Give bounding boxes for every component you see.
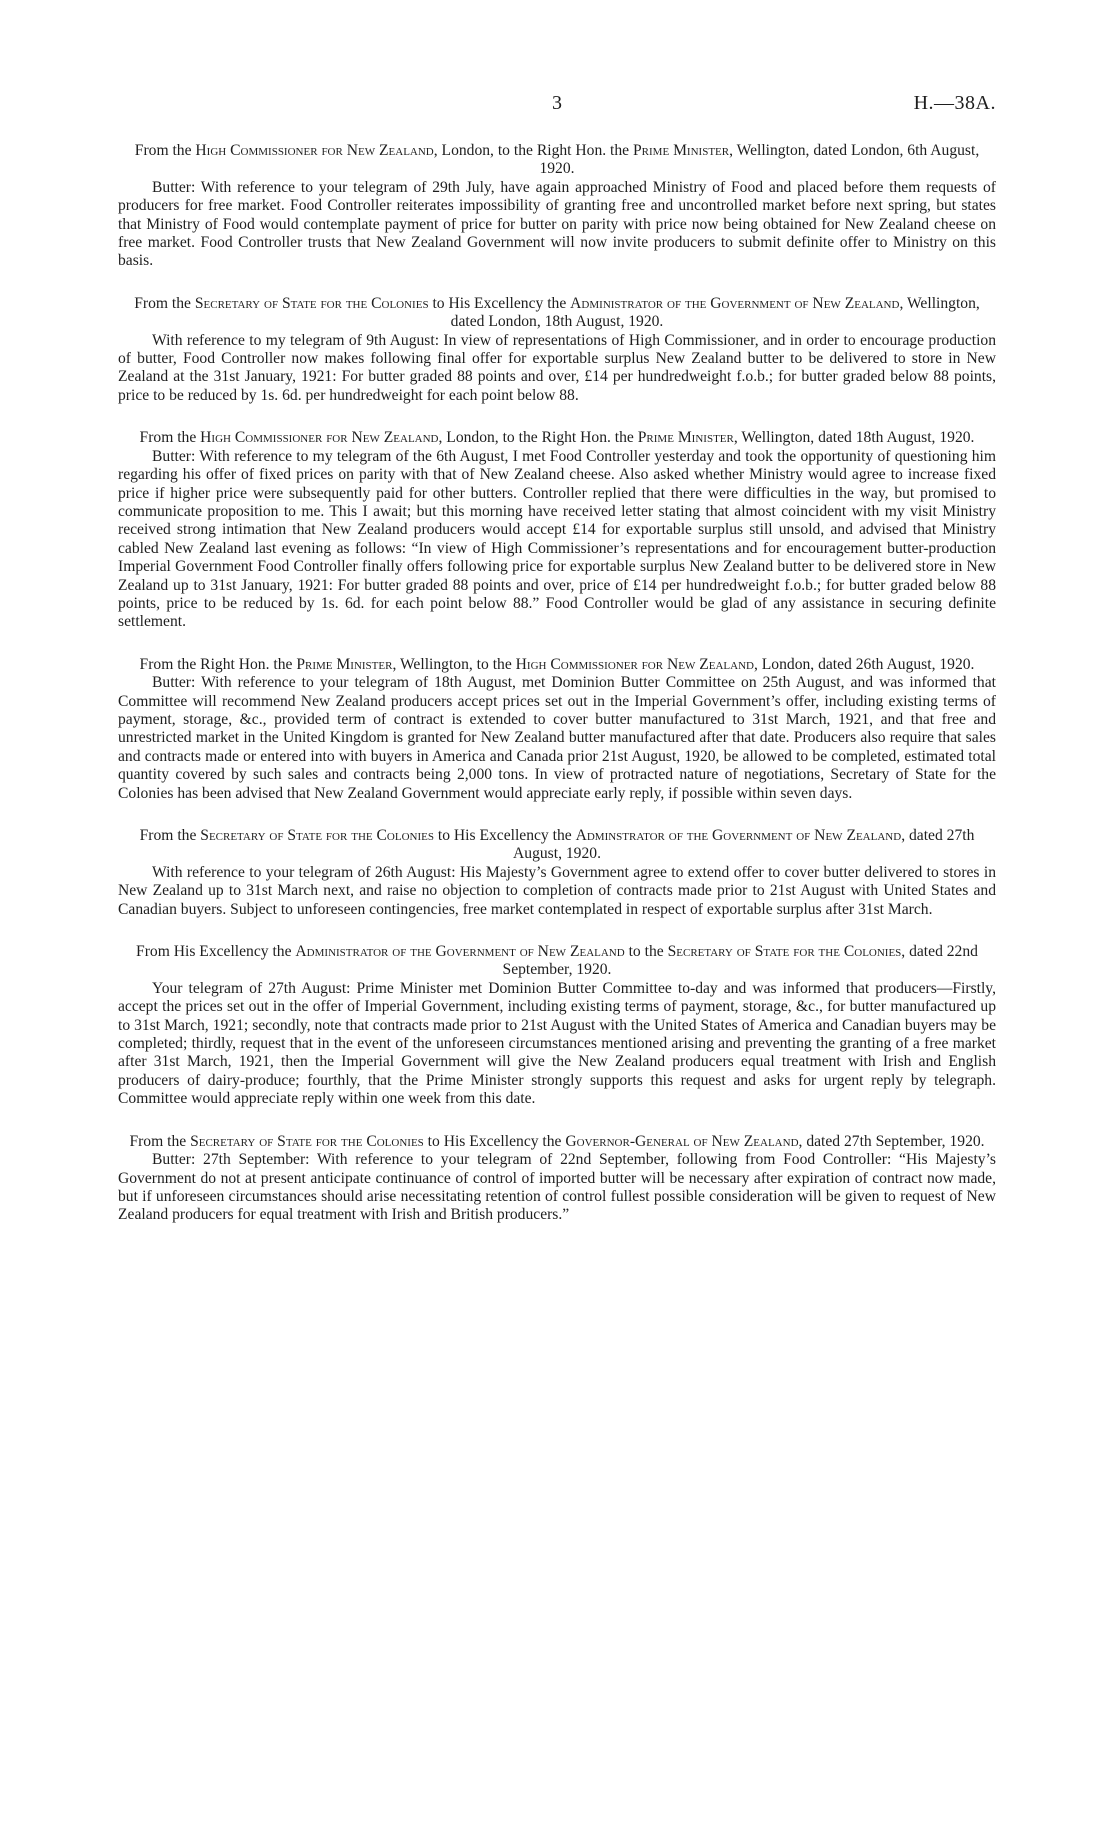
telegram-2 (118, 295, 996, 405)
heading-date: , dated 22nd September, 1920. (502, 943, 978, 979)
heading-text: , London, to the Right Hon. the (438, 429, 638, 447)
recipient: Adminstrator of the Government of New Zealand (575, 827, 902, 844)
sender: Secretary of State for the Colonies (190, 1132, 424, 1150)
heading-text: From the (134, 294, 195, 312)
telegram-7 (118, 1133, 996, 1225)
heading-text: From the (129, 1132, 191, 1150)
telegram-4 (118, 656, 996, 803)
heading-date: , Wellington, dated 18th August, 1920. (733, 429, 975, 447)
heading-date: , dated 27th August, 1920. (513, 827, 975, 863)
page-number: 3 (552, 92, 562, 114)
recipient: Prime Minister (633, 142, 730, 159)
heading-text: to His Excellency the (423, 1132, 566, 1150)
sender: Secretary of State for the Colonies (200, 827, 434, 844)
page-header (118, 92, 996, 120)
telegram-heading (118, 429, 996, 447)
telegram-body: Your telegram of 27th August: Prime Minister met Dominion Butter Committee to-day and was informed that producers—Firstly, accept the prices set out in the offer of Imperial Government, including existing terms of payment, storage, &c., for butter manufactured up to 31st March, 1921; secondly, note that contracts made prior to 21st August with the United States of America and Canadian buyers may be completed; thirdly, request that in the event of the unforeseen circumstances mentioned arising and preventing the granting of a free market after 31st March, 1921, then the Imperial Government will give the New Zealand producers equal treatment with Irish and English producers of dairy-produce; fourthly, that the Prime Minister strongly supports this request and asks for urgent reply by telegraph. Committee would appreciate reply within one week from this date. (118, 979, 996, 1108)
heading-text: , London, to the Right Hon. the (433, 142, 633, 159)
telegram-3 (118, 429, 996, 631)
telegram-body: With reference to my telegram of 9th August: In view of representations of High Commissioner, and in order to encourage production of butter, Food Controller now makes following final offer for exportable surplus New Zealand butter to be delivered to store in New Zealand at the 31st January, 1921: For butter graded 88 points and over, £14 per hundredweight f.o.b.; for butter graded below 88 points, price to be reduced by 1s. 6d. per hundredweight for each point below 88. (118, 331, 996, 404)
recipient: Administrator of the Government of New Zealand (570, 294, 900, 312)
heading-date: , London, dated 26th August, 1920. (753, 655, 975, 673)
heading-text: From His Excellency the (136, 943, 296, 961)
recipient: Governor-General of New Zealand (565, 1132, 799, 1150)
heading-text: to His Excellency the (428, 294, 571, 312)
heading-text: , Wellington, to the (392, 655, 516, 673)
sender: High Commissioner for New Zealand (200, 429, 439, 447)
recipient: Secretary of State for the Colonies (667, 943, 902, 961)
heading-text: to His Excellency the (433, 827, 576, 844)
telegram-heading (118, 943, 996, 980)
recipient: High Commissioner for New Zealand (515, 655, 754, 673)
recipient: Prime Minister (637, 429, 734, 447)
telegram-list (118, 142, 996, 1249)
heading-text: From the (139, 827, 201, 844)
telegram-body: Butter: With reference to your telegram of 29th July, have again approached Ministry of Food and placed before them requests of producers for free market. Food Controller reiterates impossibility of granting free and uncontrolled market before next spring, but states that Ministry of Food would contemplate payment of price for butter on parity with price now being obtained for New Zealand cheese on free market. Food Controller trusts that New Zealand Government will now invite producers to submit definite offer to Ministry on this basis. (118, 178, 996, 270)
telegram-6 (118, 943, 996, 1109)
heading-text: From the (134, 142, 196, 159)
telegram-heading (118, 142, 996, 179)
telegram-body: Butter: With reference to my telegram of the 6th August, I met Food Controller yesterday and took the opportunity of questioning him regarding his offer of fixed prices on parity with that of New Zealand cheese. Also asked whether Ministry would agree to increase fixed price if higher price were subsequently paid for other butters. Controller replied that there were difficulties in the way, but promised to communicate proposition to me. This I await; but this morning have received letter stating that almost coincident with my visit Ministry received strong intimation that New Zealand producers would accept £14 for exportable surplus still unsold, and advised that Ministry cabled New Zealand last evening as follows: “In view of High Commissioner’s representations and for encouragement butter-production Imperial Government Food Controller finally offers following price for exportable surplus New Zealand butter to be delivered store in New Zealand up to 31st January, 1921: For butter graded 88 points and over, price of £14 per hundredweight f.o.b.; for butter graded below 88 points, price to be reduced by 1s. 6d. for each point below 88.” Food Controller would be glad of any assistance in securing definite settlement. (118, 447, 996, 631)
sender: High Commissioner for New Zealand (195, 142, 434, 159)
telegram-heading (118, 827, 996, 864)
sender: Administrator of the Government of New Zealand (295, 943, 625, 961)
heading-text: to the (624, 943, 668, 961)
sender: Secretary of State for the Colonies (194, 294, 429, 312)
telegram-body: With reference to your telegram of 26th August: His Majesty’s Government agree to extend offer to cover butter delivered to stores in New Zealand up to 31st March next, and raise no objection to completion of contracts made prior to 21st August with United States and Canadian buyers. Subject to unforeseen contingencies, free market contemplated in respect of exportable surplus after 31st March. (118, 863, 996, 918)
heading-date: , Wellington, dated London, 6th August, 1920. (539, 142, 980, 178)
telegram-5 (118, 827, 996, 919)
telegram-heading (118, 656, 996, 674)
document-reference: H.—38A. (913, 92, 996, 114)
telegram-body: Butter: 27th September: With reference to your telegram of 22nd September, following from Food Controller: “His Majesty’s Government do not at present anticipate continuance of control of imported butter will be necessary after expiration of contract now made, but if unforeseen circumstances should arise necessitating retention of control fullest possible consideration will be given to request of New Zealand producers for equal treatment with Irish and British producers.” (118, 1151, 996, 1224)
telegram-heading (118, 1133, 996, 1151)
sender: Prime Minister (296, 655, 393, 673)
telegram-body: Butter: With reference to your telegram of 18th August, met Dominion Butter Committee on 25th August, and was informed that Committee will recommend New Zealand producers accept prices set out in the Imperial Government’s offer, including existing terms of payment, storage, &c., provided term of contract is extended to cover butter manufactured to 31st March, 1921, and that free and unrestricted market in the United Kingdom is granted for New Zealand butter manufactured after that date. Producers also require that sales and contracts made or entered into with buyers in America and Canada prior 21st August, 1920, be allowed to be completed, estimated total quantity covered by such sales and contracts being 2,000 tons. In view of protracted nature of negotiations, Secretary of State for the Colonies has been advised that New Zealand Government would appreciate early reply, if possible within seven days. (118, 674, 996, 802)
heading-date: , Wellington, dated London, 18th August, 1920. (450, 294, 980, 331)
heading-text: From the (139, 429, 201, 447)
heading-date: , dated 27th September, 1920. (798, 1132, 985, 1150)
telegram-heading (118, 295, 996, 332)
heading-text: From the Right Hon. the (139, 655, 297, 673)
telegram-1 (118, 142, 996, 271)
